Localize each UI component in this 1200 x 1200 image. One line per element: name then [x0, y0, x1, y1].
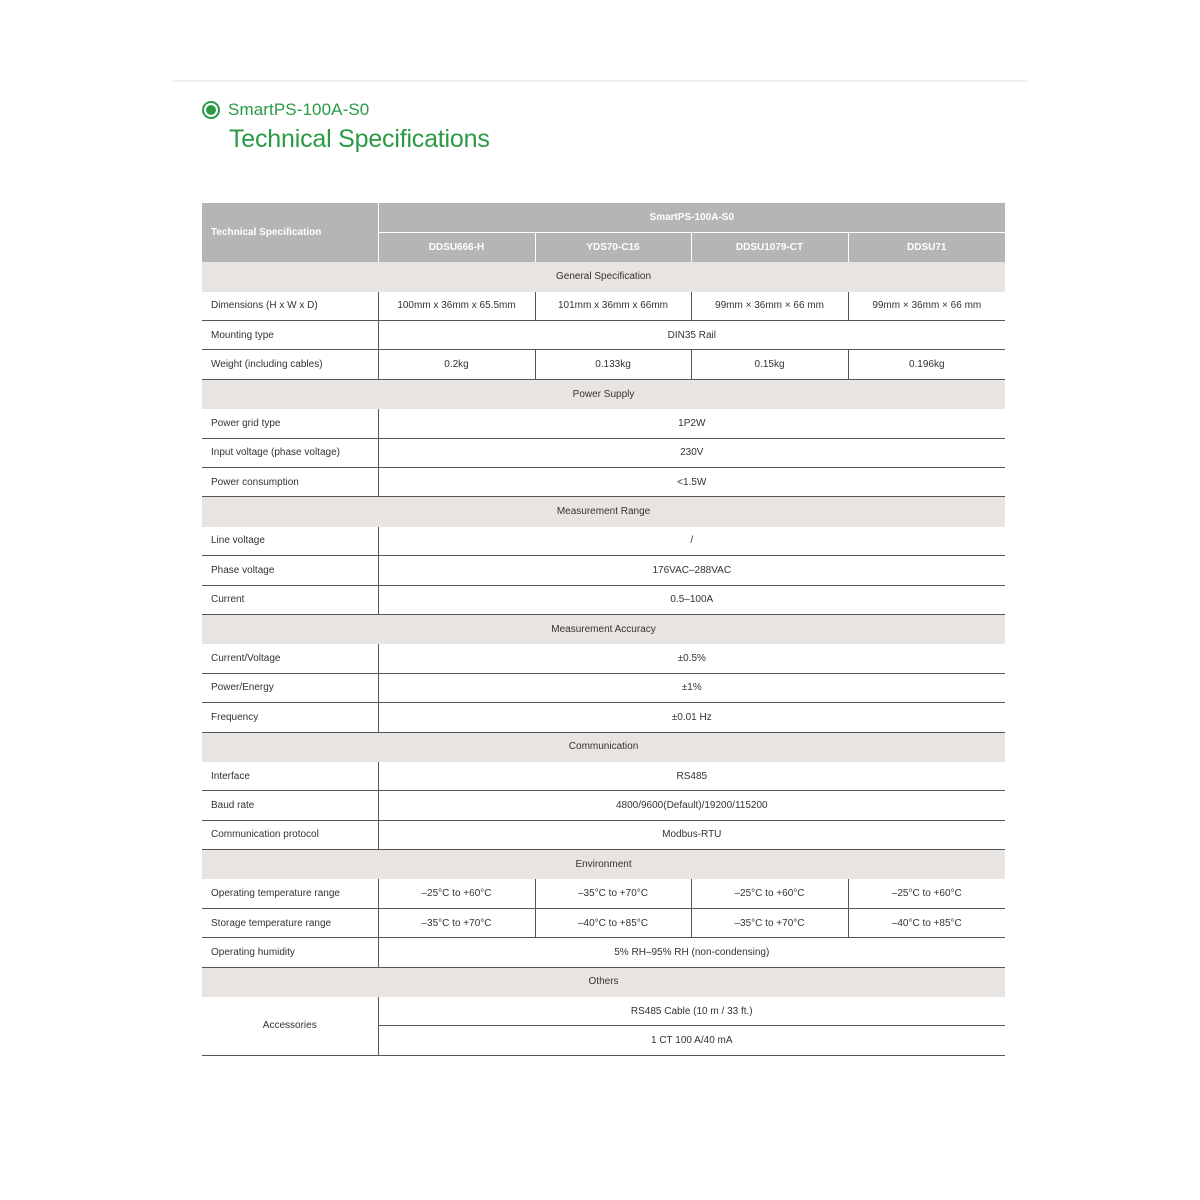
cell-value: 100mm x 36mm x 65.5mm — [378, 291, 535, 320]
spec-table — [202, 203, 1005, 1056]
section-row — [202, 614, 1005, 643]
table-row — [202, 585, 1005, 614]
table-row — [202, 526, 1005, 555]
table-row — [202, 703, 1005, 732]
table-row — [202, 644, 1005, 673]
cell-value: –25°C to +60°C — [378, 879, 535, 908]
page-title: Technical Specifications — [229, 125, 490, 153]
section-title: General Specification — [202, 262, 1005, 291]
row-label: Power consumption — [202, 468, 378, 497]
cell-value: 99mm × 36mm × 66 mm — [848, 291, 1005, 320]
table-row — [202, 556, 1005, 585]
model-line — [202, 99, 490, 121]
section-title: Power Supply — [202, 379, 1005, 408]
cell-value: –25°C to +60°C — [691, 879, 848, 908]
section-row — [202, 967, 1005, 996]
row-label: Current — [202, 585, 378, 614]
cell-value: 0.2kg — [378, 350, 535, 379]
cell-value: <1.5W — [378, 468, 1005, 497]
cell-value: –40°C to +85°C — [848, 908, 1005, 937]
cell-value: –40°C to +85°C — [535, 908, 691, 937]
table-row — [202, 409, 1005, 438]
table-row — [202, 997, 1005, 1026]
cell-value: 0.133kg — [535, 350, 691, 379]
table-row — [202, 321, 1005, 350]
cell-value: 99mm × 36mm × 66 mm — [691, 291, 848, 320]
table-row — [202, 791, 1005, 820]
row-label: Frequency — [202, 703, 378, 732]
row-label: Storage temperature range — [202, 908, 378, 937]
section-title: Measurement Accuracy — [202, 614, 1005, 643]
cell-value: –25°C to +60°C — [848, 879, 1005, 908]
row-label: Dimensions (H x W x D) — [202, 291, 378, 320]
cell-value: –35°C to +70°C — [535, 879, 691, 908]
section-title: Communication — [202, 732, 1005, 761]
row-label: Power/Energy — [202, 673, 378, 702]
column-header: YDS70-C16 — [535, 232, 691, 261]
row-label: Mounting type — [202, 321, 378, 350]
cell-value: 4800/9600(Default)/19200/115200 — [378, 791, 1005, 820]
table-row — [202, 879, 1005, 908]
column-header: DDSU666-H — [378, 232, 535, 261]
table-row — [202, 761, 1005, 790]
table-row — [202, 908, 1005, 937]
table-row — [202, 291, 1005, 320]
column-header: DDSU71 — [848, 232, 1005, 261]
cell-value: ±0.01 Hz — [378, 703, 1005, 732]
cell-value: RS485 Cable (10 m / 33 ft.) — [378, 997, 1005, 1026]
section-row — [202, 497, 1005, 526]
table-row — [202, 350, 1005, 379]
model-name: SmartPS-100A-S0 — [228, 100, 370, 119]
row-label: Weight (including cables) — [202, 350, 378, 379]
cell-value: –35°C to +70°C — [378, 908, 535, 937]
table-header-row — [202, 203, 1005, 232]
row-label: Accessories — [202, 997, 378, 1056]
table-row — [202, 438, 1005, 467]
cell-value: 176VAC–288VAC — [378, 556, 1005, 585]
row-label: Interface — [202, 761, 378, 790]
row-label: Baud rate — [202, 791, 378, 820]
section-title: Measurement Range — [202, 497, 1005, 526]
cell-value: 101mm x 36mm x 66mm — [535, 291, 691, 320]
section-title: Environment — [202, 850, 1005, 879]
cell-value: 0.5–100A — [378, 585, 1005, 614]
table-row — [202, 673, 1005, 702]
row-label: Input voltage (phase voltage) — [202, 438, 378, 467]
cell-value: –35°C to +70°C — [691, 908, 848, 937]
section-row — [202, 850, 1005, 879]
row-label: Power grid type — [202, 409, 378, 438]
model-group-header: SmartPS-100A-S0 — [378, 203, 1005, 232]
cell-value: ±1% — [378, 673, 1005, 702]
spec-column-header: Technical Specification — [202, 203, 378, 262]
section-row — [202, 262, 1005, 291]
row-label: Operating temperature range — [202, 879, 378, 908]
row-label: Phase voltage — [202, 556, 378, 585]
cell-value: ±0.5% — [378, 644, 1005, 673]
cell-value: / — [378, 526, 1005, 555]
column-header: DDSU1079-CT — [691, 232, 848, 261]
bullet-circle-icon — [202, 101, 220, 119]
section-row — [202, 732, 1005, 761]
row-label: Communication protocol — [202, 820, 378, 849]
table-row — [202, 938, 1005, 967]
cell-value: 0.196kg — [848, 350, 1005, 379]
cell-value: DIN35 Rail — [378, 321, 1005, 350]
section-row — [202, 379, 1005, 408]
cell-value: 5% RH–95% RH (non-condensing) — [378, 938, 1005, 967]
row-label: Current/Voltage — [202, 644, 378, 673]
table-row — [202, 820, 1005, 849]
row-label: Line voltage — [202, 526, 378, 555]
cell-value: 1 CT 100 A/40 mA — [378, 1026, 1005, 1055]
table-row — [202, 468, 1005, 497]
page-header — [202, 99, 490, 154]
cell-value: 1P2W — [378, 409, 1005, 438]
cell-value: Modbus-RTU — [378, 820, 1005, 849]
row-label: Operating humidity — [202, 938, 378, 967]
cell-value: 0.15kg — [691, 350, 848, 379]
cell-value: 230V — [378, 438, 1005, 467]
section-title: Others — [202, 967, 1005, 996]
cell-value: RS485 — [378, 761, 1005, 790]
top-divider — [172, 80, 1028, 82]
